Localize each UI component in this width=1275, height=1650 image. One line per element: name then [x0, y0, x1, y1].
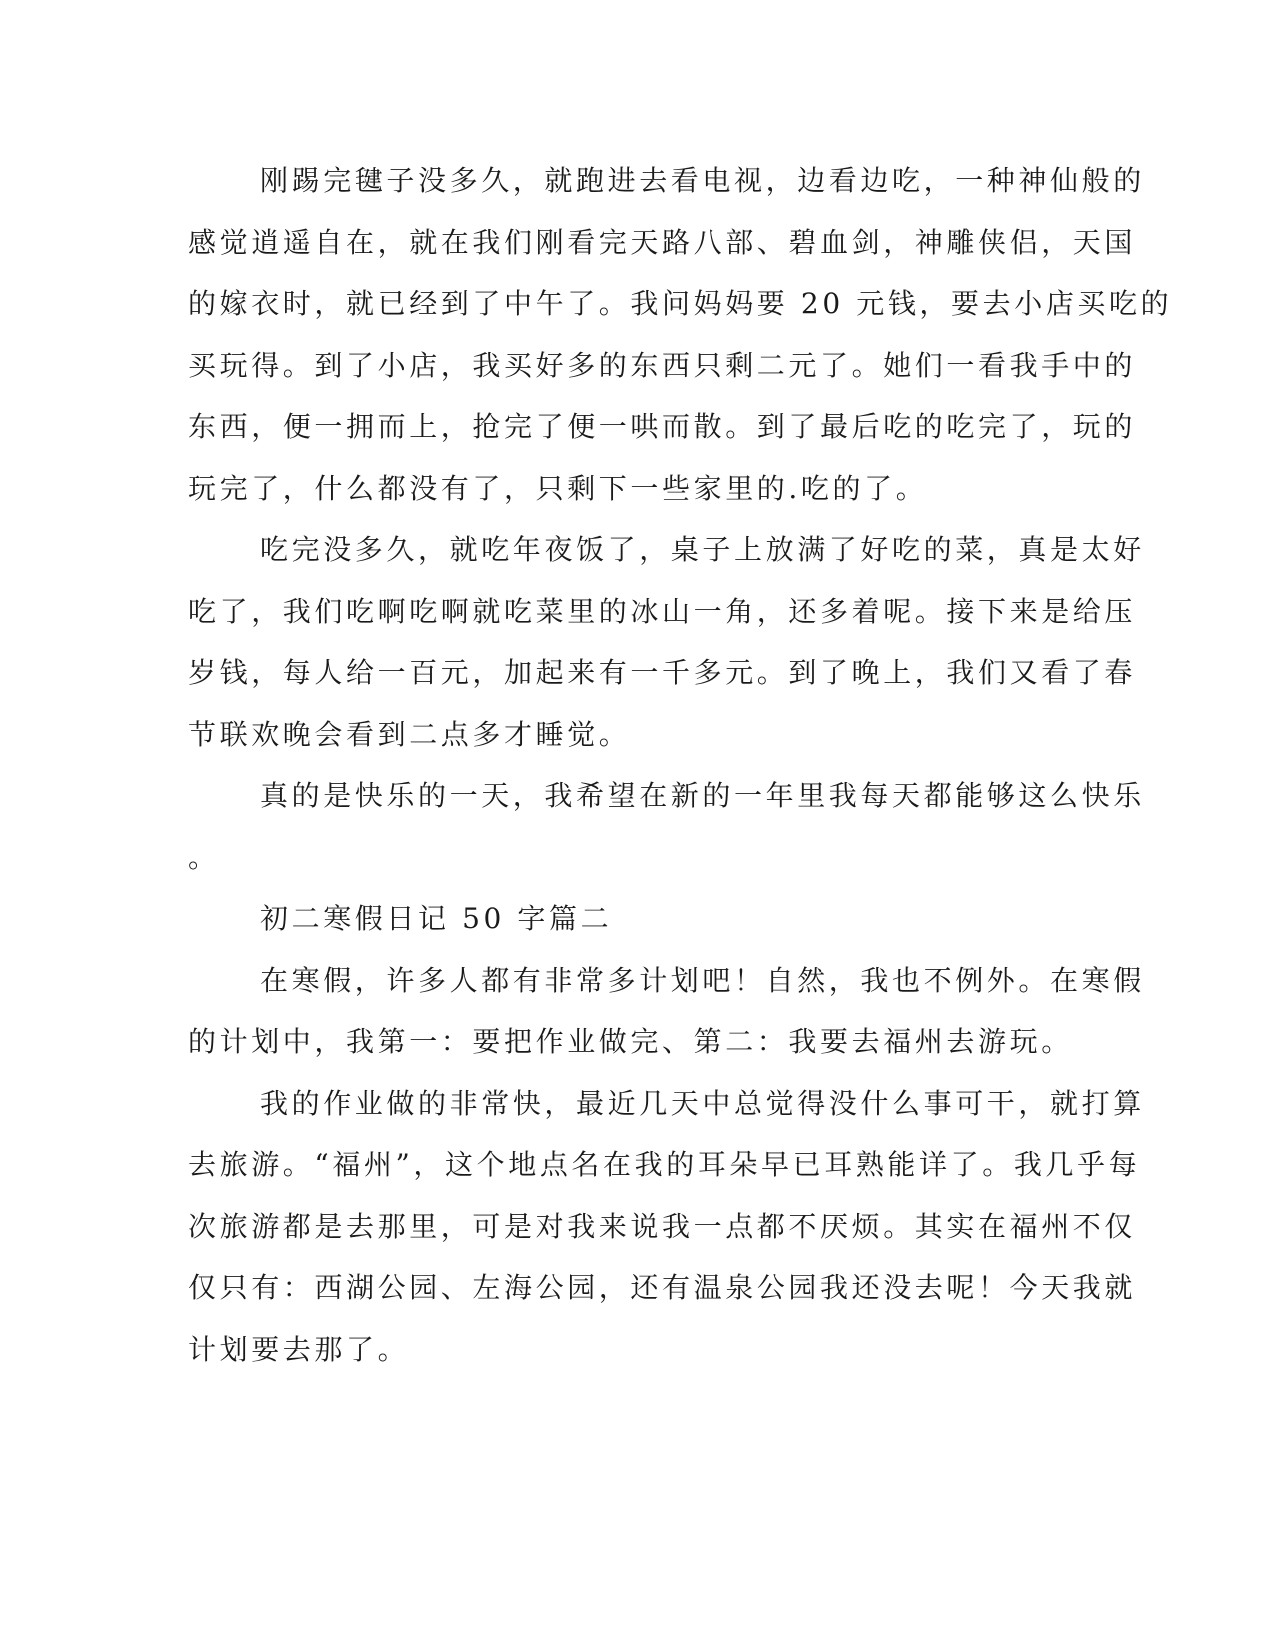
- text-line: 的计划中，我第一：要把作业做完、第二：我要去福州去游玩。: [188, 1025, 1073, 1058]
- text-line: 真的是快乐的一天，我希望在新的一年里我每天都能够这么快乐: [260, 779, 1145, 812]
- paragraph-2: [188, 519, 1145, 765]
- section-heading: [188, 888, 1068, 950]
- text-line: 计划要去那了。: [188, 1332, 410, 1366]
- document-body: [188, 150, 1173, 1380]
- text-line: 玩完了，什么都没有了，只剩下一些家里的.吃的了。: [188, 471, 928, 505]
- text-line: 刚踢完毽子没多久，就跑进去看电视，边看边吃，一种神仙般的: [260, 164, 1145, 197]
- text-line: 去旅游。“福州”，这个地点名在我的耳朵早已耳熟能详了。我几乎每: [188, 1148, 1141, 1181]
- paragraph-1: [188, 150, 1173, 519]
- text-line: 。: [188, 840, 220, 874]
- paragraph-4: [188, 950, 1145, 1073]
- text-line: 岁钱，每人给一百元，加起来有一千多元。到了晚上，我们又看了春: [188, 656, 1137, 689]
- paragraph-5: [188, 1073, 1145, 1381]
- text-line: 感觉逍遥自在，就在我们刚看完天路八部、碧血剑，神雕侠侣，天国: [188, 225, 1137, 259]
- text-line: 吃完没多久，就吃年夜饭了，桌子上放满了好吃的菜，真是太好: [260, 533, 1145, 566]
- text-line: 仅只有：西湖公园、左海公园，还有温泉公园我还没去呢！今天我就: [188, 1271, 1137, 1304]
- text-line: 节联欢晚会看到二点多才睡觉。: [188, 717, 631, 751]
- text-line: 次旅游都是去那里，可是对我来说我一点都不厌烦。其实在福州不仅: [188, 1209, 1137, 1243]
- heading-text: 初二寒假日记 50 字篇二: [260, 902, 613, 935]
- text-line: 吃了，我们吃啊吃啊就吃菜里的冰山一角，还多着呢。接下来是给压: [188, 594, 1137, 628]
- text-line: 的嫁衣时，就已经到了中午了。我问妈妈要 20 元钱，要去小店买吃的: [188, 287, 1173, 320]
- text-line: 我的作业做的非常快，最近几天中总觉得没什么事可干，就打算: [260, 1086, 1145, 1120]
- text-line: 在寒假，许多人都有非常多计划吧！自然，我也不例外。在寒假: [260, 963, 1145, 997]
- text-line: 买玩得。到了小店，我买好多的东西只剩二元了。她们一看我手中的: [188, 348, 1137, 382]
- text-line: 东西，便一拥而上，抢完了便一哄而散。到了最后吃的吃完了，玩的: [188, 410, 1137, 443]
- paragraph-3: [188, 765, 1145, 888]
